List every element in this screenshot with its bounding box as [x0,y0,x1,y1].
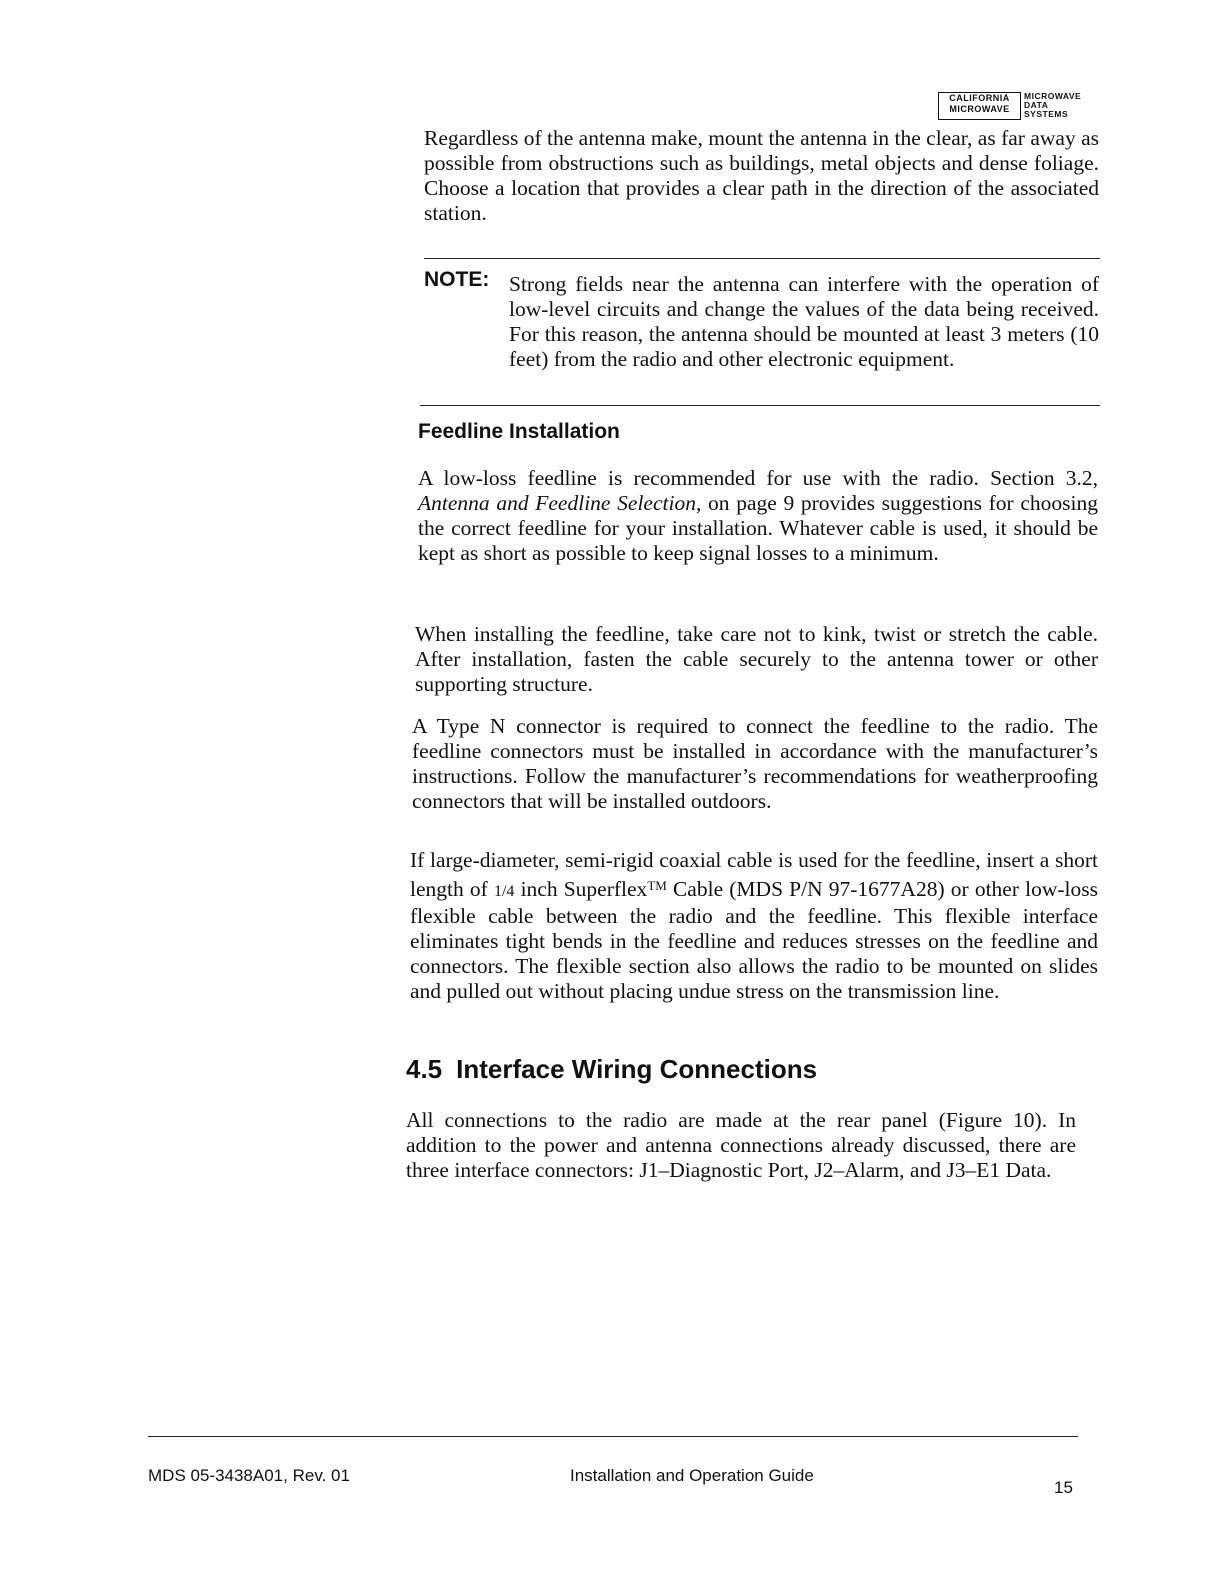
section-number: 4.5 [406,1054,443,1084]
footer-guide-title: Installation and Operation Guide [570,1466,814,1485]
logo-side-text [1024,92,1081,119]
footer-page-number: 15 [1054,1478,1073,1497]
note-top-rule [424,258,1100,259]
note-label: NOTE: [424,268,490,291]
logo-side-line2: DATA [1024,100,1049,110]
feedline-paragraph-3: A Type N connector is required to connect the feedline to the radio. The feedline connectors must be installed in accordance with the manufacturer’s instructions. Follow the manufacturer’s recommendations for weatherproofing connectors that will be installed outdoors. [412,714,1098,813]
feedline-p1-text-b: on page 9 provides suggestions for choosing the correct feedline for your installation. Whatever cable is used, it should be kept as short as possible to keep signal losses to a minimum. [418,491,1099,565]
feedline-heading: Feedline Installation [418,420,620,443]
logo-side-line1: MICROWAVE [1024,91,1082,101]
feedline-p4-text-c: Cable (MDS P/N 97-1677A28) or other low-loss flexible cable between the radio and the feedline. This flexible interface eliminates tight bends in the feedline and reduces stresses on the feedline and connectors. The flexible section also allows the radio to be mounted on slides and pulled out without placing undue stress on the transmission line. [410,877,1099,1003]
logo-box-line1: CALIFORNIA [949,93,1010,103]
logo-side-line3: SYSTEMS [1024,109,1069,119]
section-title: Interface Wiring Connections [456,1054,818,1084]
logo-box [938,92,1021,120]
feedline-paragraph-2: When installing the feedline, take care not to kink, twist or stretch the cable. After installation, fasten the cable securely to the antenna tower or other supporting structure. [415,622,1098,696]
footer-rule [148,1436,1078,1437]
trademark-symbol: TM [647,878,667,893]
logo-box-line2: MICROWAVE [949,104,1010,114]
feedline-p4-text-b: inch Superflex [520,877,648,901]
footer-doc-number: MDS 05-3438A01, Rev. 01 [148,1466,350,1485]
feedline-paragraph-4 [410,848,1098,1004]
section-paragraph: All connections to the radio are made at the rear panel (Figure 10). In addition to the power and antenna connections already discussed, there are three interface connectors: J1–Diagnostic Port, J2–Alarm, and J3–E1 Data. [406,1108,1076,1182]
note-text: Strong fields near the antenna can interfere with the operation of low-level circuits and change the values of the data being received. For this reason, the antenna should be mounted at least 3 meters (10 feet) from the radio and other electronic equipment. [509,272,1099,371]
feedline-p4-text-a: If large-diameter, semi-rigid coaxial cable is used for the feedline, insert a short length of [410,848,1098,901]
intro-paragraph: Regardless of the antenna make, mount the antenna in the clear, as far away as possible from obstructions such as buildings, metal objects and dense foliage. Choose a location that provides a clear path in the direction of the associated station. [424,126,1099,225]
section-heading [406,1054,817,1085]
feedline-p1-crossref: Antenna and Feedline Selection, [418,491,702,515]
feedline-p4-fraction: 1/4 [493,883,515,900]
company-logo [938,92,1103,126]
feedline-paragraph-1 [418,466,1098,566]
note-bottom-rule [420,405,1100,406]
feedline-p1-text-a: A low-loss feedline is recommended for use with the radio. Section 3.2, [418,466,1098,490]
